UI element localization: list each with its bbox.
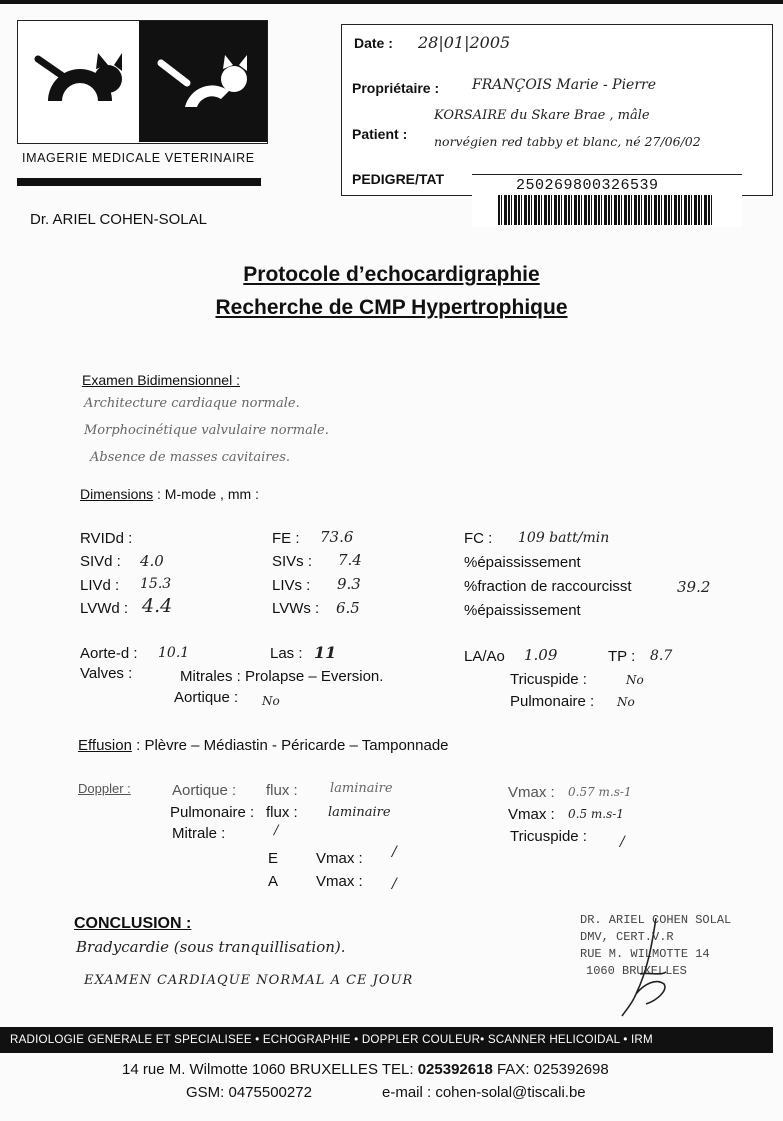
top-rule <box>0 0 783 4</box>
dimensions-suffix: : M-mode , mm : <box>157 486 259 502</box>
pedigree-number: 250269800326539 <box>516 177 659 194</box>
tricuspide-label: Tricuspide : <box>510 671 587 688</box>
effusion-text: : Plèvre – Médiastin - Péricarde – Tamponnade <box>136 737 449 754</box>
conclusion-line1: Bradycardie (sous tranquillisation). <box>76 938 346 956</box>
date-value: 28|01|2005 <box>418 33 511 52</box>
doppler-vmax1-value: 0.57 m.s-1 <box>568 785 632 799</box>
doppler-flux1: flux : <box>266 782 298 799</box>
doppler-vmax1: Vmax : <box>508 784 555 801</box>
epaississement-1: %épaississement <box>464 554 581 571</box>
doppler-vmax-a-dash: / <box>392 876 397 892</box>
exam2d-line3: Absence de masses cavitaires. <box>90 450 290 465</box>
aortique-value: No <box>262 694 280 708</box>
exam2d-line2: Morphocinétique valvulaire normale. <box>84 423 329 438</box>
livs-value: 9.3 <box>337 575 361 593</box>
doppler-vmax2-value: 0.5 m.s-1 <box>568 807 624 821</box>
conclusion-heading: CONCLUSION : <box>74 915 192 932</box>
mitrales-text: Mitrales : Prolapse – Eversion. <box>180 668 384 685</box>
lvwd-label: LVWd : <box>80 600 129 617</box>
doppler-label: Doppler : <box>78 781 131 796</box>
barcode <box>498 195 712 225</box>
livs-label: LIVs : <box>272 577 311 594</box>
doppler-a: A <box>268 873 279 890</box>
fe-label: FE : <box>272 530 300 547</box>
laao-label: LA/Ao <box>464 648 505 665</box>
las-label: Las : <box>270 645 303 662</box>
rvidd-label: RVIDd : <box>80 530 133 547</box>
effusion-label: Effusion <box>78 737 132 754</box>
doppler-flux1-value: laminaire <box>330 781 393 796</box>
pulmonaire-label: Pulmonaire : <box>510 693 595 710</box>
aorte-value: 10.1 <box>158 645 190 661</box>
tp-value: 8.7 <box>650 648 673 664</box>
epaississement-2: %épaississement <box>464 602 581 619</box>
title-line2: Recherche de CMP Hypertrophique <box>215 296 568 319</box>
logo <box>17 20 268 144</box>
doppler-vmax-e: Vmax : <box>316 850 363 867</box>
pulmonaire-value: No <box>617 695 635 709</box>
sivs-label: SIVs : <box>272 553 313 570</box>
sivd-label: SIVd : <box>80 553 121 570</box>
footer-fax: FAX: 025392698 <box>496 1061 609 1078</box>
footer-banner <box>0 1027 773 1053</box>
footer-email: e-mail : cohen-solal@tiscali.be <box>382 1084 586 1101</box>
owner-value: FRANÇOIS Marie - Pierre <box>472 77 656 93</box>
tricuspide-value: No <box>626 673 644 687</box>
stamp <box>580 912 760 998</box>
livd-label: LIVd : <box>80 577 120 594</box>
conclusion-line2: EXAMEN CARDIAQUE NORMAL A CE JOUR <box>84 973 414 988</box>
stamp-line4: 1060 BRUXELLES <box>586 964 687 978</box>
stamp-line2: DMV, CERT.V.R <box>580 930 674 944</box>
doppler-aortique: Aortique : <box>172 782 237 799</box>
doppler-vmax-a: Vmax : <box>316 873 363 890</box>
fraction-label: %fraction de raccourcisst <box>464 578 632 595</box>
fc-value: 109 batt/min <box>518 530 610 546</box>
livd-value: 15.3 <box>140 576 172 592</box>
footer-address: 14 rue M. Wilmotte 1060 BRUXELLES TEL: <box>122 1061 414 1078</box>
laao-value: 1.09 <box>524 646 558 664</box>
las-value: 11 <box>314 643 337 662</box>
footer-gsm: GSM: 0475500272 <box>186 1084 312 1101</box>
exam2d-line1: Architecture cardiaque normale. <box>84 396 300 411</box>
doppler-flux2-value: laminaire <box>328 805 391 820</box>
effusion-row <box>78 737 449 754</box>
lvws-label: LVWs : <box>272 600 320 617</box>
doppler-vmax2: Vmax : <box>508 806 555 823</box>
dimensions-label: Dimensions <box>80 486 154 502</box>
footer-address-row <box>122 1061 609 1078</box>
stamp-line1: DR. ARIEL COHEN SOLAL <box>580 913 732 927</box>
date-label: Date : <box>354 35 393 51</box>
doctor-name: Dr. ARIEL COHEN-SOLAL <box>30 211 207 228</box>
logo-bar <box>17 178 261 186</box>
stamp-line3: RUE M. WILMOTTE 14 <box>580 947 710 961</box>
sivs-value: 7.4 <box>338 551 362 569</box>
owner-label: Propriétaire : <box>352 80 440 96</box>
signature <box>596 914 686 1022</box>
title-line1: Protocole d’echocardigraphie <box>243 263 540 286</box>
fc-label: FC : <box>464 530 493 547</box>
footer-banner-text: RADIOLOGIE GENERALE ET SPECIALISEE • ECHOGRAPHIE • DOPPLER COULEUR• SCANNER HELICOIDAL • IRM <box>10 1033 653 1046</box>
doppler-pulmonaire: Pulmonaire : <box>170 804 255 821</box>
exam2d-heading: Examen Bidimensionnel : <box>82 372 240 388</box>
doppler-flux2: flux : <box>266 804 298 821</box>
doppler-mitrale: Mitrale : <box>172 825 226 842</box>
patient-line2: norvégien red tabby et blanc, né 27/06/02 <box>434 134 701 149</box>
aorte-label: Aorte-d : <box>80 645 138 662</box>
dimensions-heading <box>80 486 259 502</box>
tp-label: TP : <box>608 648 636 665</box>
doppler-tricuspide: Tricuspide : <box>510 828 587 845</box>
doppler-tricuspide-dash: / <box>620 834 625 850</box>
logo-cat-left <box>18 21 139 142</box>
fraction-value: 39.2 <box>677 578 711 596</box>
lvws-value: 6.5 <box>336 599 360 617</box>
footer-tel: 025392618 <box>417 1061 493 1078</box>
patient-label: Patient : <box>352 126 408 142</box>
sivd-value: 4.0 <box>140 552 164 570</box>
pedigree-label: PEDIGRE/TAT <box>352 171 445 187</box>
doppler-e: E <box>268 850 279 867</box>
barcode-area <box>472 174 742 227</box>
doppler-vmax-e-dash: / <box>392 844 397 860</box>
fe-value: 73.6 <box>320 528 354 546</box>
logo-cat-right <box>139 21 267 142</box>
aortique-label: Aortique : <box>174 689 239 706</box>
lvwd-value: 4.4 <box>142 595 173 617</box>
valves-label: Valves : <box>80 665 133 682</box>
patient-line1: KORSAIRE du Skare Brae , mâle <box>434 108 650 123</box>
logo-caption: IMAGERIE MEDICALE VETERINAIRE <box>22 151 255 165</box>
doppler-mitrale-dash: / <box>274 823 279 838</box>
